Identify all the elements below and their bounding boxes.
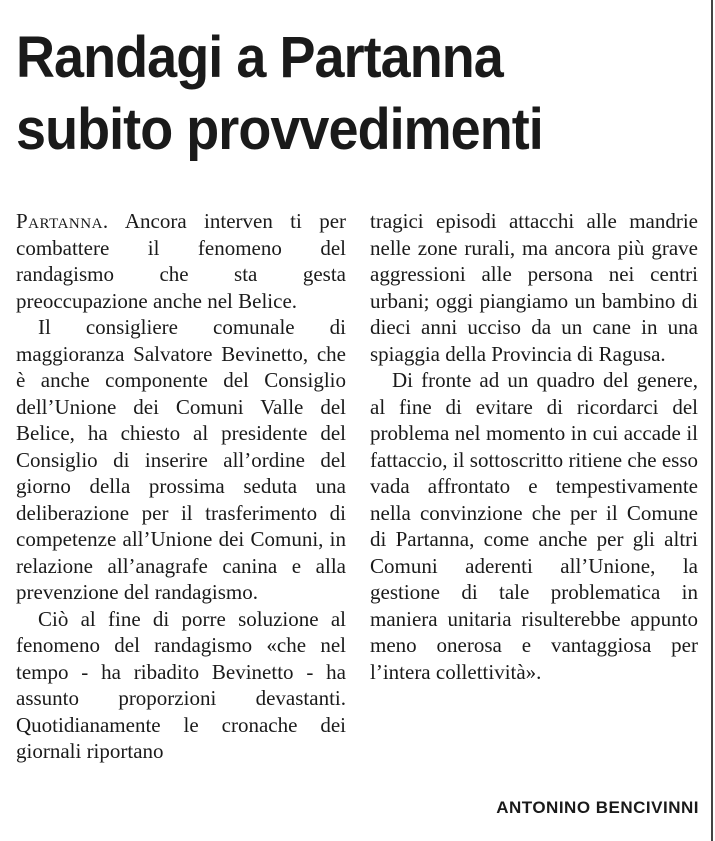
column-rule xyxy=(711,0,713,841)
paragraph: Di fronte ad un quadro del genere, al fine di evitare di ricordarci del problema nel momento in cui accade il fattaccio, il sottoscritto ritiene che esso vada affrontato e tempestivamente nella convinzione che per il Comune di Partanna, come anche per gli altri Comuni aderenti all’Unione, la gestione di tale problematica in maniera unitaria risulterebbe appunto meno onerosa e vantaggiosa per l’intera collettività». xyxy=(370,368,698,684)
paragraph: Ciò al fine di porre soluzione al fenomeno del randagismo «che nel tempo - ha ribadito Bevinetto - ha assunto proporzioni devastanti. Quotidianamente le cronache dei giornali riportano xyxy=(16,606,346,763)
article-column-left xyxy=(16,208,346,765)
dateline: Partanna. xyxy=(16,209,109,233)
article-column-right xyxy=(370,208,698,685)
headline xyxy=(16,22,706,166)
headline-line-2: subito provvedimenti xyxy=(16,97,543,162)
paragraph xyxy=(16,208,346,314)
paragraph-text: Ancora interven ti per combattere il fenomeno del randagismo che sta gesta preoccupazione anche nel Belice. xyxy=(16,209,347,313)
paragraph: tragici episodi attacchi alle mandrie nelle zone rurali, ma ancora più grave aggressioni alle persona nei centri urbani; oggi piangiamo un bambino di dieci anni ucciso da un cane in una spiaggia della Provincia di Ragusa. xyxy=(370,209,698,366)
paragraph: Il consigliere comunale di maggioranza Salvatore Bevinetto, che è anche componente del Consiglio dell’Unione dei Comuni Valle del Belice, ha chiesto al presidente del Consiglio di inserire all’ordine del giorno della prossima seduta una deliberazione per il trasferimento di competenze all’Unione dei Comuni, in relazione all’anagrafe canina e alla prevenzione del randagismo. xyxy=(16,315,346,604)
byline: ANTONINO BENCIVINNI xyxy=(496,798,699,817)
headline-line-1: Randagi a Partanna xyxy=(16,25,503,90)
